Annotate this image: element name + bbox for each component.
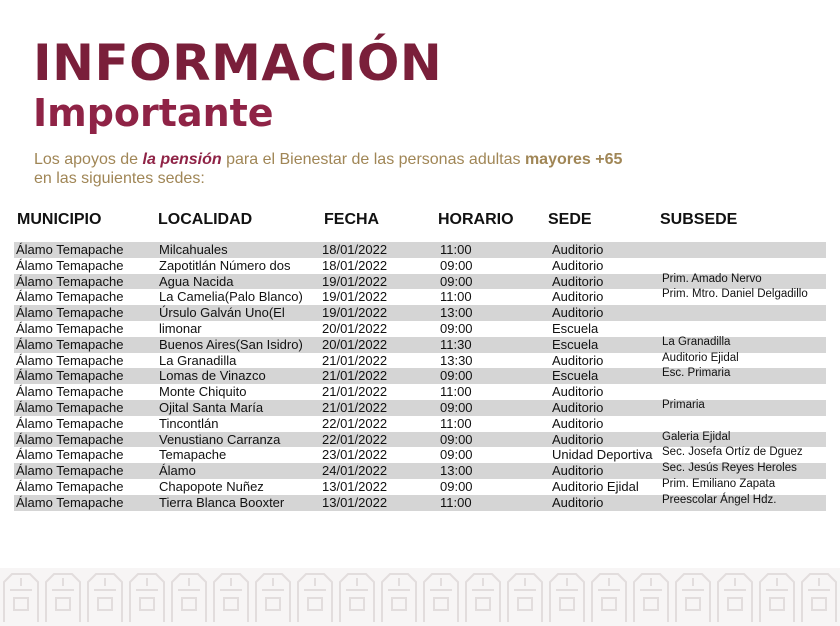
cell-fecha: 21/01/2022 [322, 368, 388, 384]
header-localidad: LOCALIDAD [158, 211, 253, 228]
intro-text-3: en las siguientes sedes: [34, 170, 205, 187]
cell-fecha: 23/01/2022 [322, 447, 388, 463]
cell-horario: 13:00 [440, 463, 473, 479]
cell-fecha: 24/01/2022 [322, 463, 388, 479]
cell-municipio: Álamo Temapache [16, 384, 124, 400]
page-subtitle: Importante [33, 91, 274, 135]
cell-municipio: Álamo Temapache [16, 320, 124, 336]
table-row [14, 400, 826, 416]
cell-localidad: La Granadilla [159, 352, 237, 368]
cell-municipio: Álamo Temapache [16, 447, 124, 463]
cell-horario: 09:00 [440, 368, 473, 384]
cell-subsede: Esc. Primaria [662, 367, 731, 380]
intro-text-1: Los apoyos de [34, 151, 143, 168]
cell-municipio: Álamo Temapache [16, 494, 124, 510]
cell-subsede: Sec. Josefa Ortíz de Dguez [662, 446, 803, 459]
cell-subsede: Auditorio Ejidal [662, 351, 739, 364]
page-title: INFORMACIÓN [33, 34, 443, 92]
cell-horario: 09:00 [440, 431, 473, 447]
cell-municipio: Álamo Temapache [16, 257, 124, 273]
cell-sede: Auditorio [552, 273, 604, 289]
cell-localidad: Chapopote Nuñez [159, 478, 264, 494]
cell-horario: 09:00 [440, 447, 473, 463]
table-row [14, 242, 826, 258]
cell-localidad: Ojital Santa María [159, 399, 264, 415]
cell-fecha: 19/01/2022 [322, 305, 388, 321]
table-row [14, 495, 826, 511]
cell-sede: Auditorio [552, 352, 604, 368]
cell-sede: Auditorio [552, 415, 604, 431]
cell-fecha: 18/01/2022 [322, 257, 388, 273]
cell-localidad: Zapotitlán Número dos [159, 257, 291, 273]
cell-fecha: 21/01/2022 [322, 399, 388, 415]
footer-pattern [0, 568, 840, 626]
cell-horario: 13:00 [440, 305, 473, 321]
cell-fecha: 18/01/2022 [322, 242, 388, 257]
cell-localidad: Agua Nacida [159, 273, 234, 289]
table-row [14, 289, 826, 305]
cell-municipio: Álamo Temapache [16, 399, 124, 415]
cell-municipio: Álamo Temapache [16, 273, 124, 289]
cell-fecha: 22/01/2022 [322, 431, 388, 447]
table-row [14, 305, 826, 321]
cell-horario: 11:00 [440, 242, 472, 257]
cell-fecha: 20/01/2022 [322, 336, 388, 352]
cell-subsede: Sec. Jesús Reyes Heroles [662, 462, 797, 475]
cell-sede: Escuela [552, 320, 599, 336]
header-fecha: FECHA [324, 211, 380, 228]
cell-municipio: Álamo Temapache [16, 478, 124, 494]
intro-text-2: para el Bienestar de las personas adultas [221, 151, 525, 168]
cell-horario: 13:30 [440, 352, 473, 368]
cell-sede: Auditorio [552, 384, 604, 400]
cell-subsede: Preescolar Ángel Hdz. [662, 493, 777, 506]
cell-horario: 11:00 [440, 415, 472, 431]
cell-fecha: 21/01/2022 [322, 352, 388, 368]
cell-localidad: Álamo [159, 463, 196, 479]
cell-localidad: Úrsulo Galván Uno(El [159, 305, 285, 321]
cell-municipio: Álamo Temapache [16, 352, 124, 368]
cell-fecha: 13/01/2022 [322, 494, 388, 510]
intro-emphasis: la pensión [142, 151, 222, 168]
cell-localidad: Lomas de Vinazco [159, 368, 266, 384]
cell-sede: Escuela [552, 368, 599, 384]
cell-localidad: Venustiano Carranza [159, 431, 281, 447]
cell-municipio: Álamo Temapache [16, 431, 124, 447]
cell-subsede: Primaria [662, 398, 705, 411]
cell-sede: Escuela [552, 336, 599, 352]
cell-municipio: Álamo Temapache [16, 305, 124, 321]
cell-subsede: Prim. Mtro. Daniel Delgadillo [662, 288, 808, 301]
cell-municipio: Álamo Temapache [16, 336, 124, 352]
schedule-table [14, 242, 826, 511]
cell-sede: Auditorio Ejidal [552, 478, 639, 494]
cell-horario: 09:00 [440, 257, 473, 273]
cell-sede: Auditorio [552, 431, 604, 447]
cell-horario: 09:00 [440, 399, 473, 415]
cell-horario: 09:00 [440, 478, 473, 494]
cell-municipio: Álamo Temapache [16, 368, 124, 384]
intro-strong: mayores +65 [524, 151, 623, 168]
header-sede: SEDE [548, 211, 592, 228]
cell-sede: Auditorio [552, 305, 604, 321]
cell-subsede: Prim. Amado Nervo [662, 272, 762, 285]
decorative-pattern-icon [0, 568, 840, 626]
table-row [14, 368, 826, 384]
cell-subsede: Galeria Ejidal [662, 430, 731, 443]
cell-sede: Unidad Deportiva [552, 447, 653, 463]
cell-sede: Auditorio [552, 289, 604, 305]
cell-localidad: Buenos Aires(San Isidro) [159, 336, 303, 352]
cell-sede: Auditorio [552, 242, 604, 257]
cell-localidad: Tierra Blanca Booxter [159, 494, 285, 510]
cell-fecha: 13/01/2022 [322, 478, 388, 494]
cell-localidad: Monte Chiquito [159, 384, 247, 400]
cell-sede: Auditorio [552, 463, 604, 479]
cell-horario: 09:00 [440, 273, 473, 289]
cell-localidad: Tincontlán [159, 415, 219, 431]
cell-municipio: Álamo Temapache [16, 463, 124, 479]
cell-sede: Auditorio [552, 399, 604, 415]
cell-localidad: La Camelia(Palo Blanco) [159, 289, 303, 305]
cell-subsede: La Granadilla [662, 335, 731, 348]
cell-localidad: Temapache [159, 447, 227, 463]
cell-fecha: 21/01/2022 [322, 384, 388, 400]
table-header [0, 211, 840, 231]
cell-subsede: Prim. Emiliano Zapata [662, 477, 776, 490]
intro-paragraph [34, 150, 674, 188]
cell-municipio: Álamo Temapache [16, 242, 124, 257]
cell-sede: Auditorio [552, 494, 604, 510]
cell-localidad: Milcahuales [159, 242, 228, 257]
cell-horario: 11:00 [440, 384, 472, 400]
cell-fecha: 20/01/2022 [322, 320, 388, 336]
cell-sede: Auditorio [552, 257, 604, 273]
cell-localidad: limonar [159, 320, 202, 336]
header-municipio: MUNICIPIO [17, 211, 102, 228]
cell-municipio: Álamo Temapache [16, 415, 124, 431]
cell-fecha: 19/01/2022 [322, 289, 388, 305]
cell-municipio: Álamo Temapache [16, 289, 124, 305]
cell-horario: 09:00 [440, 320, 473, 336]
cell-horario: 11:00 [440, 289, 472, 305]
header-subsede: SUBSEDE [660, 211, 738, 228]
header-horario: HORARIO [438, 211, 514, 228]
cell-horario: 11:30 [440, 336, 472, 352]
cell-fecha: 22/01/2022 [322, 415, 388, 431]
cell-horario: 11:00 [440, 494, 472, 510]
cell-fecha: 19/01/2022 [322, 273, 388, 289]
